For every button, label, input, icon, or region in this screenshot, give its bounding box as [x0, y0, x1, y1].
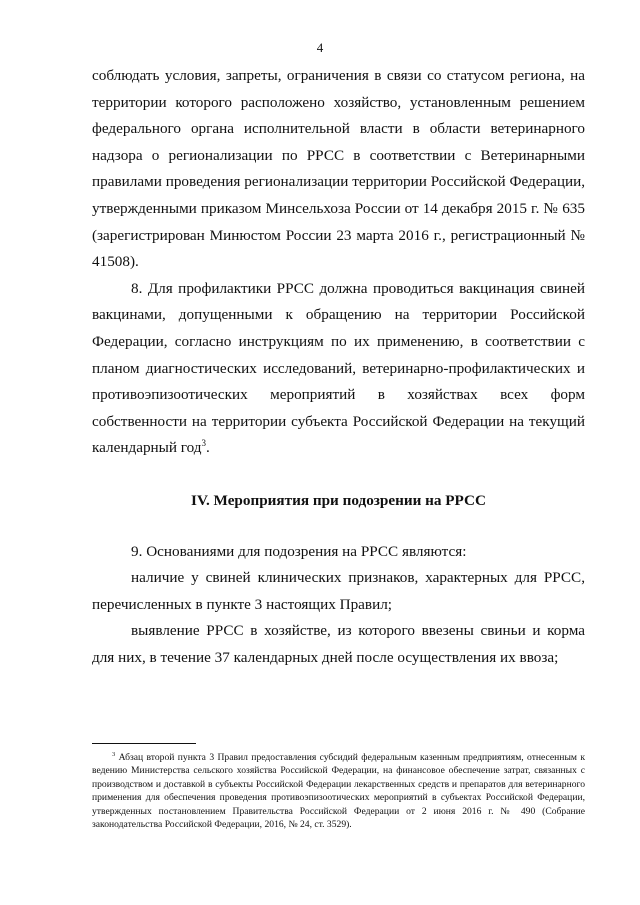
paragraph-continuation: соблюдать условия, запреты, ограничения в связи со статусом региона, на территории которого расположено хозяйство, установленным решением федерального органа исполнительной власти в области ветеринарного надзора о регионализации по РРСС в соответствии с Ветеринарными правилами проведения регионализации территории Российской Федерации, утвержденными приказом Минсельхоза России от 14 декабря 2015 г. № 635 (зарегистрирован Минюстом России 23 марта 2016 г., регистрационный № 41508). [92, 67, 585, 271]
footnote [92, 751, 585, 831]
footnote-separator [92, 743, 196, 744]
footnote-text: Абзац второй пункта 3 Правил предоставления субсидий федеральным казенным предприятиям, отнесенным к ведению Министерства сельского хозяйства Российской Федерации, на финансовое обеспечение затрат, связанных с производством и доставкой в субъекты Российской Федерации лекарственных средств и препаратов для ветеринарного применения для обеспечения проведения противоэпизоотических мероприятий в субъектах Российской Федерации, утвержденных постановлением Правительства Российской Федерации от 2 июня 2016 г. № 490 (Собрание законодательства Российской Федерации, 2016, № 24, ст. 3529). [92, 752, 585, 831]
paragraph-8-text: 8. Для профилактики РРСС должна проводиться вакцинация свиней вакцинами, допущенными к обращению на территории Российской Федерации, согласно инструкциям по их применению, в соответствии с планом диагностических исследований, ветеринарно-профилактических и противоэпизоотических мероприятий в хозяйствах всех форм собственности на территории субъекта Российской Федерации на текущий календарный год [92, 279, 585, 457]
section-heading: IV. Мероприятия при подозрении на РРСС [191, 491, 486, 509]
list-item-detection: выявление РРСС в хозяйстве, из которого ввезены свиньи и корма для них, в течение 37 календарных дней после осуществления их ввоза; [92, 622, 585, 666]
paragraph-8-end: . [206, 439, 210, 457]
page-number: 4 [316, 40, 324, 55]
paragraph-8 [92, 276, 585, 462]
footnote-reference: 3 [201, 438, 207, 449]
footnote-marker: 3 [112, 750, 116, 758]
document-body [92, 63, 585, 671]
list-item-clinical-signs: наличие у свиней клинических признаков, характерных для РРСС, перечисленных в пункте 3 настоящих Правил; [92, 569, 585, 613]
paragraph-9: 9. Основаниями для подозрения на РРСС являются: [131, 542, 467, 560]
